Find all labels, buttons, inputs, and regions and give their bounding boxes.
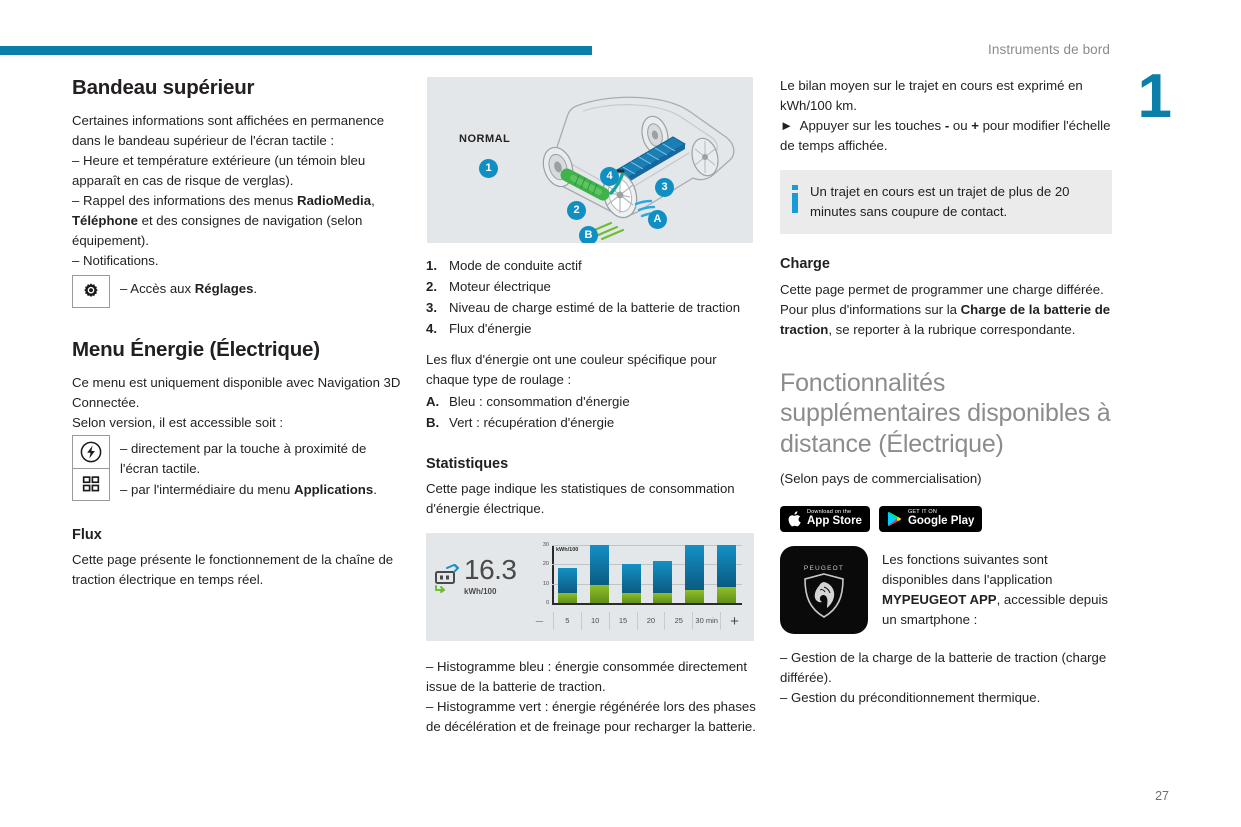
bar-group-15: [622, 545, 641, 603]
paragraph-histogram-blue: – Histogramme bleu : énergie consommée directement issue de la batterie de traction.: [426, 659, 748, 695]
xtick-15: 15: [610, 612, 638, 630]
section-heading-bandeau: Bandeau supérieur: [72, 76, 255, 99]
item-number: 3.: [426, 300, 437, 316]
column-left: [72, 76, 404, 590]
figure-statistics-chart: [426, 533, 754, 641]
logo-text-pre: Les fonctions suivantes sont disponibles dans l'application: [882, 551, 1053, 587]
logo-text-post: , accessible depuis un smartphone :: [882, 591, 1108, 627]
xtick-5: 5: [554, 612, 582, 630]
google-play-icon: [887, 511, 902, 527]
section-heading-menu-energie: Menu Énergie (Électrique): [72, 338, 320, 362]
bar-group-20: [653, 545, 672, 603]
google-play-badge-big: Google Play: [907, 515, 975, 528]
paragraph-bandeau-item1: – Heure et température extérieure (un témoin bleu apparaît en cas de risque de verglas).: [72, 152, 366, 188]
callout-B: B: [579, 226, 598, 244]
paragraph-selon-pays: (Selon pays de commercialisation): [780, 471, 982, 487]
item-number: 2.: [426, 279, 437, 295]
bullet-arrow-icon: ►: [780, 118, 794, 134]
average-consumption-display: [434, 554, 517, 596]
info-icon: [792, 185, 798, 213]
subheading-statistiques: Statistiques: [426, 455, 509, 472]
menu-access-texts: [120, 435, 404, 500]
paragraph-bilan-moyen: Le bilan moyen sur le trajet en cours est exprimé en kWh/100 km.: [780, 78, 1083, 114]
scale-increase-button[interactable]: +: [730, 612, 739, 630]
google-play-badge-text: [908, 510, 974, 528]
term-reglages: Réglages: [194, 281, 254, 297]
access2-pre: – par l'intermédiaire du menu: [120, 481, 295, 497]
chart-x-axis: [526, 607, 748, 635]
gear-icon[interactable]: [72, 275, 110, 308]
callout-1: 1: [479, 159, 498, 178]
info-note-box: [780, 170, 1112, 234]
ytick-30: 30: [542, 542, 549, 549]
charge-ref-post: , se reporter à la rubrique correspondante.: [828, 321, 1076, 337]
battery-energy-icon: [434, 563, 460, 593]
menu-access-text-1: – directement par la touche à proximité de l'écran tactile.: [120, 440, 367, 476]
list-item: [426, 392, 756, 412]
charge-ref-pre: Pour plus d'informations sur la: [780, 301, 961, 317]
paragraph-charge: Cette page permet de programmer une charge différée.: [780, 281, 1104, 297]
paragraph-touches: [780, 116, 1112, 156]
callout-2: 2: [567, 201, 586, 220]
chart-y-unit-label: kWh/100: [556, 547, 579, 554]
subheading-flux: Flux: [72, 526, 102, 543]
paragraph-flux: Cette page présente le fonctionnement de la chaîne de traction électrique en temps réel.: [72, 552, 394, 588]
section-heading-fonctionnalites: Fonctionnalités supplémentaires disponibles à distance (Électrique): [780, 368, 1111, 458]
menu-access-text-2: [120, 472, 404, 500]
list-item: [426, 277, 756, 297]
settings-access-row: [72, 275, 404, 308]
list-item: [426, 319, 756, 339]
bar-group-30: [717, 545, 736, 603]
text-post: et des consignes de navigation (selon équipement).: [72, 212, 363, 248]
plus-key: +: [971, 118, 979, 134]
minus-key: -: [944, 118, 950, 134]
vehicle-legend-list: [426, 256, 756, 339]
item-number: 1.: [426, 258, 437, 273]
term-charge-batterie: Charge de la batterie de traction: [780, 301, 1111, 337]
item-text: Bleu : consommation d'énergie: [449, 394, 630, 410]
paragraph-menu-access: Selon version, il est accessible soit :: [72, 414, 284, 430]
bar-group-10: [590, 545, 609, 603]
scale-decrease-button[interactable]: —: [526, 612, 554, 630]
header-title: Instruments de bord: [988, 42, 1110, 57]
xtick-10: 10: [582, 612, 610, 630]
paragraph-flux-colors: Les flux d'énergie ont une couleur spécifique pour chaque type de roulage :: [426, 352, 717, 388]
remote-feature-2: – Gestion du préconditionnement thermique.: [780, 689, 1041, 705]
item-letter: A.: [426, 394, 440, 410]
paragraph-charge-ref: [780, 300, 1112, 340]
ytick-10: 10: [542, 580, 549, 587]
app-store-badge-big: App Store: [807, 515, 862, 528]
paragraph-bandeau-intro: Certaines informations sont affichées en permanence dans le bandeau supérieur de l'écran tactile :: [72, 112, 385, 148]
item-text: Flux d'énergie: [449, 321, 532, 337]
xtick-25: 25: [665, 612, 693, 630]
apps-grid-icon[interactable]: [72, 468, 110, 501]
flux-color-list: [426, 392, 756, 433]
app-store-badge-text: [807, 510, 862, 528]
svg-text:PEUGEOT: PEUGEOT: [803, 564, 845, 572]
consumption-histogram: [526, 543, 748, 635]
subheading-charge: Charge: [780, 256, 830, 273]
app-store-badge-small: Download on the: [807, 508, 852, 515]
chart-plot-area: [542, 542, 742, 607]
chart-bars: [552, 545, 742, 603]
paragraph-bandeau-item2: [72, 191, 404, 251]
google-play-badge-small: GET IT ON: [907, 508, 938, 515]
text-mid: ,: [371, 192, 375, 208]
menu-access-icon-stack: [72, 435, 110, 501]
touches-mid: ou: [949, 118, 972, 134]
app-store-badges: [780, 506, 1112, 532]
touches-pre: Appuyer sur les touches: [799, 118, 945, 134]
paragraph-bandeau-item3: – Notifications.: [72, 253, 159, 269]
item-text: Moteur électrique: [449, 279, 551, 295]
remote-feature-1: – Gestion de la charge de la batterie de traction (charge différée).: [780, 649, 1107, 685]
vehicle-mode-label: NORMAL: [459, 133, 511, 145]
peugeot-lion-logo: [780, 546, 868, 634]
paragraph-menu-intro: Ce menu est uniquement disponible avec Navigation 3D Connectée.: [72, 374, 401, 410]
average-consumption-values: [464, 554, 517, 596]
item-number: 4.: [426, 321, 437, 337]
figure-vehicle-energy-flow: [426, 76, 754, 244]
column-middle: [426, 76, 756, 737]
list-item: [426, 298, 756, 318]
consumption-unit: kWh/100: [464, 586, 497, 596]
settings-access-text: [120, 275, 257, 299]
consumption-value: 16.3: [464, 554, 517, 586]
mypeugeot-app-text: [882, 546, 1112, 630]
app-store-badge[interactable]: [780, 506, 870, 532]
touches-post: pour modifier l'échelle de temps affichée.: [780, 118, 1111, 154]
column-right: [780, 76, 1112, 708]
term-radiomedia: RadioMedia: [297, 192, 372, 208]
xtick-20: 20: [638, 612, 666, 630]
xtick-30: 30 min: [693, 612, 721, 630]
remote-features-list: [780, 648, 1112, 708]
chapter-number: 1: [1137, 62, 1171, 131]
ytick-20: 20: [542, 561, 549, 568]
ytick-0: 0: [545, 600, 549, 607]
mypeugeot-app-row: [780, 546, 1112, 634]
term-telephone: Téléphone: [72, 212, 138, 228]
header-accent-rule: [0, 46, 592, 55]
bar-group-5: [558, 545, 577, 603]
menu-access-rows: [72, 435, 404, 501]
google-play-badge[interactable]: [879, 506, 982, 532]
list-item: [426, 256, 756, 276]
list-item: [426, 413, 756, 433]
info-note-text: Un trajet en cours est un trajet de plus de 20 minutes sans coupure de contact.: [810, 184, 1070, 220]
item-text: Niveau de charge estimé de la batterie de traction: [449, 300, 741, 316]
settings-text-post: .: [253, 281, 258, 297]
access2-post: .: [373, 481, 377, 497]
page-number: 27: [1155, 789, 1169, 803]
paragraph-histogram-green: – Histogramme vert : énergie régénérée lors des phases de décélération et de freinage pour recharger la batterie.: [426, 699, 756, 735]
item-text: Mode de conduite actif: [449, 258, 582, 273]
energy-bolt-icon[interactable]: [72, 435, 110, 468]
bar-group-25: [685, 545, 704, 603]
paragraph-statistiques: Cette page indique les statistiques de consommation d'énergie électrique.: [426, 480, 735, 516]
callout-3: 3: [655, 178, 674, 197]
text-pre: – Rappel des informations des menus: [72, 192, 298, 208]
callout-4: 4: [600, 167, 619, 186]
item-letter: B.: [426, 415, 440, 431]
apple-icon: [788, 511, 801, 527]
settings-text-pre: – Accès aux: [120, 281, 195, 297]
callout-A: A: [648, 210, 667, 229]
term-mypeugeot-app: MYPEUGEOT APP: [882, 591, 997, 607]
item-text: Vert : récupération d'énergie: [449, 415, 615, 431]
term-applications: Applications: [294, 481, 374, 497]
